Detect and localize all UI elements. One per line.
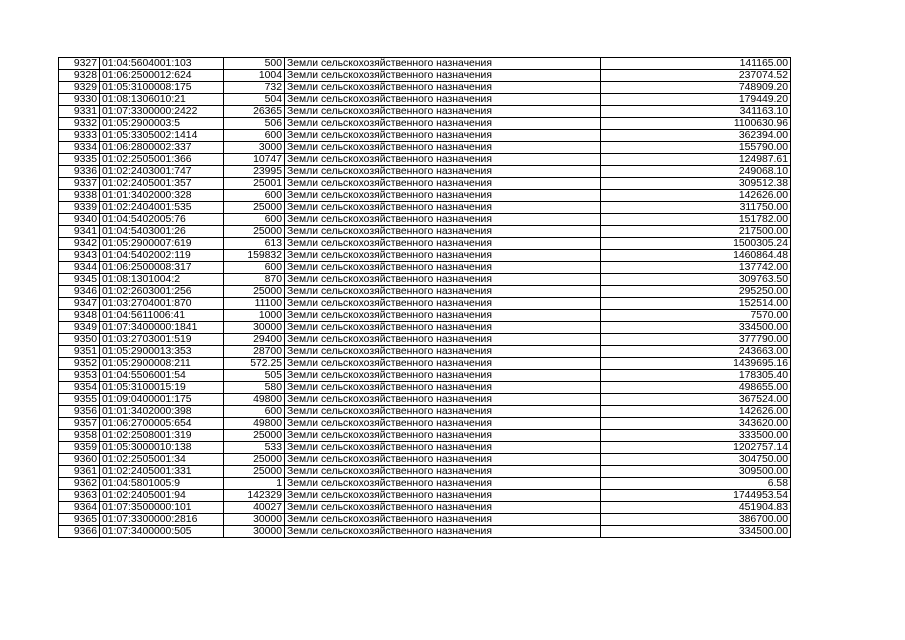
- land-category-cell: Земли сельскохозяйственного назначения: [285, 382, 601, 394]
- row-number-cell: 9358: [59, 430, 100, 442]
- area-cell: 23995: [224, 166, 285, 178]
- cadastral-number-cell: 01:04:5604001:103: [100, 58, 224, 70]
- row-number-cell: 9327: [59, 58, 100, 70]
- cadastral-number-cell: 01:06:2700005:654: [100, 418, 224, 430]
- area-cell: 25001: [224, 178, 285, 190]
- area-cell: 30000: [224, 526, 285, 538]
- land-category-cell: Земли сельскохозяйственного назначения: [285, 466, 601, 478]
- cadastral-number-cell: 01:06:2500012:624: [100, 70, 224, 82]
- land-category-cell: Земли сельскохозяйственного назначения: [285, 442, 601, 454]
- cadastral-value-cell: 341163.10: [601, 106, 791, 118]
- table-row: [59, 418, 791, 430]
- row-number-cell: 9346: [59, 286, 100, 298]
- cadastral-value-cell: 178305.40: [601, 370, 791, 382]
- cadastral-value-cell: 152514.00: [601, 298, 791, 310]
- cadastral-value-cell: 304750.00: [601, 454, 791, 466]
- row-number-cell: 9339: [59, 202, 100, 214]
- land-category-cell: Земли сельскохозяйственного назначения: [285, 58, 601, 70]
- table-row: [59, 454, 791, 466]
- cadastral-number-cell: 01:04:5402002:119: [100, 250, 224, 262]
- table-row: [59, 250, 791, 262]
- table-row: [59, 202, 791, 214]
- row-number-cell: 9362: [59, 478, 100, 490]
- cadastral-number-cell: 01:05:3000010:138: [100, 442, 224, 454]
- cadastral-value-cell: 217500.00: [601, 226, 791, 238]
- table-row: [59, 106, 791, 118]
- land-category-cell: Земли сельскохозяйственного назначения: [285, 154, 601, 166]
- area-cell: 30000: [224, 322, 285, 334]
- land-category-cell: Земли сельскохозяйственного назначения: [285, 118, 601, 130]
- row-number-cell: 9352: [59, 358, 100, 370]
- cadastral-number-cell: 01:08:1306010:21: [100, 94, 224, 106]
- land-category-cell: Земли сельскохозяйственного назначения: [285, 70, 601, 82]
- table-row: [59, 118, 791, 130]
- land-category-cell: Земли сельскохозяйственного назначения: [285, 226, 601, 238]
- table-row: [59, 166, 791, 178]
- land-category-cell: Земли сельскохозяйственного назначения: [285, 310, 601, 322]
- area-cell: 500: [224, 58, 285, 70]
- cadastral-value-cell: 451904.83: [601, 502, 791, 514]
- cadastral-value-cell: 295250.00: [601, 286, 791, 298]
- area-cell: 600: [224, 406, 285, 418]
- land-category-cell: Земли сельскохозяйственного назначения: [285, 238, 601, 250]
- cadastral-number-cell: 01:07:3500000:101: [100, 502, 224, 514]
- area-cell: 30000: [224, 514, 285, 526]
- area-cell: 25000: [224, 430, 285, 442]
- table-row: [59, 178, 791, 190]
- cadastral-number-cell: 01:02:2508001:319: [100, 430, 224, 442]
- cadastral-value-cell: 311750.00: [601, 202, 791, 214]
- area-cell: 533: [224, 442, 285, 454]
- area-cell: 600: [224, 214, 285, 226]
- row-number-cell: 9365: [59, 514, 100, 526]
- cadastral-value-cell: 142626.00: [601, 190, 791, 202]
- land-category-cell: Земли сельскохозяйственного назначения: [285, 514, 601, 526]
- cadastral-value-cell: 498655.00: [601, 382, 791, 394]
- land-category-cell: Земли сельскохозяйственного назначения: [285, 106, 601, 118]
- cadastral-number-cell: 01:02:2404001:535: [100, 202, 224, 214]
- table-row: [59, 262, 791, 274]
- table-row: [59, 346, 791, 358]
- row-number-cell: 9363: [59, 490, 100, 502]
- table-row: [59, 466, 791, 478]
- row-number-cell: 9357: [59, 418, 100, 430]
- table-row: [59, 274, 791, 286]
- row-number-cell: 9354: [59, 382, 100, 394]
- table-row: [59, 70, 791, 82]
- area-cell: 142329: [224, 490, 285, 502]
- cadastral-number-cell: 01:04:5611006:41: [100, 310, 224, 322]
- table-row: [59, 130, 791, 142]
- area-cell: 26365: [224, 106, 285, 118]
- land-category-cell: Земли сельскохозяйственного назначения: [285, 406, 601, 418]
- cadastral-number-cell: 01:01:3402000:398: [100, 406, 224, 418]
- cadastral-value-cell: 309763.50: [601, 274, 791, 286]
- cadastral-value-cell: 124987.61: [601, 154, 791, 166]
- area-cell: 49800: [224, 394, 285, 406]
- table-row: [59, 226, 791, 238]
- table-row: [59, 94, 791, 106]
- cadastral-value-cell: 155790.00: [601, 142, 791, 154]
- cadastral-value-cell: 179449.20: [601, 94, 791, 106]
- row-number-cell: 9335: [59, 154, 100, 166]
- cadastral-number-cell: 01:07:3300000:2816: [100, 514, 224, 526]
- table-row: [59, 214, 791, 226]
- table-row: [59, 286, 791, 298]
- area-cell: 1000: [224, 310, 285, 322]
- table-row: [59, 58, 791, 70]
- table-row: [59, 238, 791, 250]
- cadastral-value-cell: 243663.00: [601, 346, 791, 358]
- cadastral-value-cell: 367524.00: [601, 394, 791, 406]
- cadastral-value-cell: 748909.20: [601, 82, 791, 94]
- row-number-cell: 9336: [59, 166, 100, 178]
- row-number-cell: 9331: [59, 106, 100, 118]
- row-number-cell: 9343: [59, 250, 100, 262]
- land-category-cell: Земли сельскохозяйственного назначения: [285, 178, 601, 190]
- area-cell: 613: [224, 238, 285, 250]
- land-category-cell: Земли сельскохозяйственного назначения: [285, 346, 601, 358]
- table-row: [59, 322, 791, 334]
- land-category-cell: Земли сельскохозяйственного назначения: [285, 418, 601, 430]
- cadastral-number-cell: 01:05:2900007:619: [100, 238, 224, 250]
- row-number-cell: 9349: [59, 322, 100, 334]
- cadastral-number-cell: 01:04:5506001:54: [100, 370, 224, 382]
- land-category-cell: Земли сельскохозяйственного назначения: [285, 454, 601, 466]
- table-row: [59, 298, 791, 310]
- land-category-cell: Земли сельскохозяйственного назначения: [285, 142, 601, 154]
- row-number-cell: 9344: [59, 262, 100, 274]
- cadastral-number-cell: 01:07:3300000:2422: [100, 106, 224, 118]
- cadastral-number-cell: 01:07:3400000:505: [100, 526, 224, 538]
- cadastral-value-cell: 1202757.14: [601, 442, 791, 454]
- area-cell: 1: [224, 478, 285, 490]
- table-row: [59, 310, 791, 322]
- land-category-cell: Земли сельскохозяйственного назначения: [285, 358, 601, 370]
- land-category-cell: Земли сельскохозяйственного назначения: [285, 250, 601, 262]
- table-row: [59, 394, 791, 406]
- land-category-cell: Земли сельскохозяйственного назначения: [285, 394, 601, 406]
- land-category-cell: Земли сельскохозяйственного назначения: [285, 214, 601, 226]
- area-cell: 28700: [224, 346, 285, 358]
- row-number-cell: 9350: [59, 334, 100, 346]
- land-category-cell: Земли сельскохозяйственного назначения: [285, 490, 601, 502]
- area-cell: 3000: [224, 142, 285, 154]
- area-cell: 732: [224, 82, 285, 94]
- cadastral-number-cell: 01:02:2403001:747: [100, 166, 224, 178]
- table-row: [59, 154, 791, 166]
- cadastral-number-cell: 01:08:1301004:2: [100, 274, 224, 286]
- cadastral-value-cell: 141165.00: [601, 58, 791, 70]
- land-category-cell: Земли сельскохозяйственного назначения: [285, 322, 601, 334]
- land-category-cell: Земли сельскохозяйственного назначения: [285, 502, 601, 514]
- cadastral-value-cell: 343620.00: [601, 418, 791, 430]
- cadastral-number-cell: 01:04:5801005:9: [100, 478, 224, 490]
- area-cell: 600: [224, 262, 285, 274]
- land-category-cell: Земли сельскохозяйственного назначения: [285, 166, 601, 178]
- cadastral-value-cell: 1744953.54: [601, 490, 791, 502]
- land-category-cell: Земли сельскохозяйственного назначения: [285, 94, 601, 106]
- cadastral-number-cell: 01:05:2900008:211: [100, 358, 224, 370]
- cadastral-number-cell: 01:04:5403001:26: [100, 226, 224, 238]
- cadastral-number-cell: 01:02:2603001:256: [100, 286, 224, 298]
- area-cell: 870: [224, 274, 285, 286]
- table-row: [59, 382, 791, 394]
- row-number-cell: 9338: [59, 190, 100, 202]
- row-number-cell: 9356: [59, 406, 100, 418]
- table-row: [59, 358, 791, 370]
- row-number-cell: 9334: [59, 142, 100, 154]
- land-category-cell: Земли сельскохозяйственного назначения: [285, 526, 601, 538]
- row-number-cell: 9360: [59, 454, 100, 466]
- cadastral-value-cell: 237074.52: [601, 70, 791, 82]
- land-category-cell: Земли сельскохозяйственного назначения: [285, 430, 601, 442]
- row-number-cell: 9341: [59, 226, 100, 238]
- land-category-cell: Земли сельскохозяйственного назначения: [285, 202, 601, 214]
- area-cell: 505: [224, 370, 285, 382]
- area-cell: 25000: [224, 226, 285, 238]
- table-row: [59, 526, 791, 538]
- land-category-cell: Земли сельскохозяйственного назначения: [285, 334, 601, 346]
- area-cell: 25000: [224, 454, 285, 466]
- row-number-cell: 9366: [59, 526, 100, 538]
- cadastral-number-cell: 01:06:2800002:337: [100, 142, 224, 154]
- cadastral-number-cell: 01:05:3305002:1414: [100, 130, 224, 142]
- cadastral-value-cell: 377790.00: [601, 334, 791, 346]
- row-number-cell: 9364: [59, 502, 100, 514]
- cadastral-value-cell: 6.58: [601, 478, 791, 490]
- area-cell: 159832: [224, 250, 285, 262]
- table-row: [59, 442, 791, 454]
- area-cell: 40027: [224, 502, 285, 514]
- cadastral-number-cell: 01:05:2900003:5: [100, 118, 224, 130]
- land-parcel-table: [58, 57, 791, 538]
- row-number-cell: 9345: [59, 274, 100, 286]
- cadastral-value-cell: 1460864.48: [601, 250, 791, 262]
- table-row: [59, 502, 791, 514]
- land-category-cell: Земли сельскохозяйственного назначения: [285, 130, 601, 142]
- land-category-cell: Земли сельскохозяйственного назначения: [285, 370, 601, 382]
- cadastral-number-cell: 01:06:2500008:317: [100, 262, 224, 274]
- cadastral-number-cell: 01:04:5402005:76: [100, 214, 224, 226]
- row-number-cell: 9337: [59, 178, 100, 190]
- table-body: [59, 58, 791, 538]
- cadastral-value-cell: 137742.00: [601, 262, 791, 274]
- table-row: [59, 478, 791, 490]
- table-row: [59, 370, 791, 382]
- table-row: [59, 406, 791, 418]
- cadastral-value-cell: 1100630.96: [601, 118, 791, 130]
- cadastral-number-cell: 01:02:2405001:357: [100, 178, 224, 190]
- cadastral-number-cell: 01:02:2405001:331: [100, 466, 224, 478]
- cadastral-number-cell: 01:09:0400001:175: [100, 394, 224, 406]
- cadastral-value-cell: 7570.00: [601, 310, 791, 322]
- area-cell: 600: [224, 130, 285, 142]
- table-row: [59, 142, 791, 154]
- table-row: [59, 190, 791, 202]
- cadastral-number-cell: 01:05:3100008:175: [100, 82, 224, 94]
- cadastral-number-cell: 01:02:2505001:34: [100, 454, 224, 466]
- cadastral-value-cell: 1439695.16: [601, 358, 791, 370]
- cadastral-value-cell: 151782.00: [601, 214, 791, 226]
- area-cell: 11100: [224, 298, 285, 310]
- cadastral-value-cell: 309500.00: [601, 466, 791, 478]
- row-number-cell: 9340: [59, 214, 100, 226]
- area-cell: 504: [224, 94, 285, 106]
- row-number-cell: 9342: [59, 238, 100, 250]
- row-number-cell: 9355: [59, 394, 100, 406]
- row-number-cell: 9353: [59, 370, 100, 382]
- table-row: [59, 490, 791, 502]
- area-cell: 506: [224, 118, 285, 130]
- cadastral-number-cell: 01:03:2704001:870: [100, 298, 224, 310]
- area-cell: 49800: [224, 418, 285, 430]
- cadastral-value-cell: 249068.10: [601, 166, 791, 178]
- area-cell: 572.25: [224, 358, 285, 370]
- area-cell: 25000: [224, 202, 285, 214]
- area-cell: 25000: [224, 286, 285, 298]
- cadastral-value-cell: 333500.00: [601, 430, 791, 442]
- row-number-cell: 9359: [59, 442, 100, 454]
- land-category-cell: Земли сельскохозяйственного назначения: [285, 274, 601, 286]
- row-number-cell: 9351: [59, 346, 100, 358]
- table-row: [59, 334, 791, 346]
- cadastral-value-cell: 142626.00: [601, 406, 791, 418]
- area-cell: 1004: [224, 70, 285, 82]
- land-category-cell: Земли сельскохозяйственного назначения: [285, 190, 601, 202]
- area-cell: 10747: [224, 154, 285, 166]
- area-cell: 25000: [224, 466, 285, 478]
- row-number-cell: 9330: [59, 94, 100, 106]
- land-category-cell: Земли сельскохозяйственного назначения: [285, 478, 601, 490]
- land-category-cell: Земли сельскохозяйственного назначения: [285, 82, 601, 94]
- cadastral-number-cell: 01:05:3100015:19: [100, 382, 224, 394]
- cadastral-value-cell: 334500.00: [601, 526, 791, 538]
- table-row: [59, 430, 791, 442]
- cadastral-number-cell: 01:05:2900013:353: [100, 346, 224, 358]
- row-number-cell: 9333: [59, 130, 100, 142]
- cadastral-value-cell: 334500.00: [601, 322, 791, 334]
- row-number-cell: 9328: [59, 70, 100, 82]
- area-cell: 580: [224, 382, 285, 394]
- cadastral-number-cell: 01:07:3400000:1841: [100, 322, 224, 334]
- row-number-cell: 9332: [59, 118, 100, 130]
- cadastral-number-cell: 01:02:2405001:94: [100, 490, 224, 502]
- cadastral-number-cell: 01:02:2505001:366: [100, 154, 224, 166]
- table-row: [59, 514, 791, 526]
- row-number-cell: 9347: [59, 298, 100, 310]
- cadastral-value-cell: 386700.00: [601, 514, 791, 526]
- area-cell: 600: [224, 190, 285, 202]
- land-category-cell: Земли сельскохозяйственного назначения: [285, 286, 601, 298]
- row-number-cell: 9361: [59, 466, 100, 478]
- land-category-cell: Земли сельскохозяйственного назначения: [285, 262, 601, 274]
- land-category-cell: Земли сельскохозяйственного назначения: [285, 298, 601, 310]
- cadastral-value-cell: 362394.00: [601, 130, 791, 142]
- cadastral-number-cell: 01:03:2703001:519: [100, 334, 224, 346]
- table-row: [59, 82, 791, 94]
- row-number-cell: 9348: [59, 310, 100, 322]
- row-number-cell: 9329: [59, 82, 100, 94]
- area-cell: 29400: [224, 334, 285, 346]
- cadastral-number-cell: 01:01:3402000:328: [100, 190, 224, 202]
- cadastral-value-cell: 309512.38: [601, 178, 791, 190]
- cadastral-value-cell: 1500305.24: [601, 238, 791, 250]
